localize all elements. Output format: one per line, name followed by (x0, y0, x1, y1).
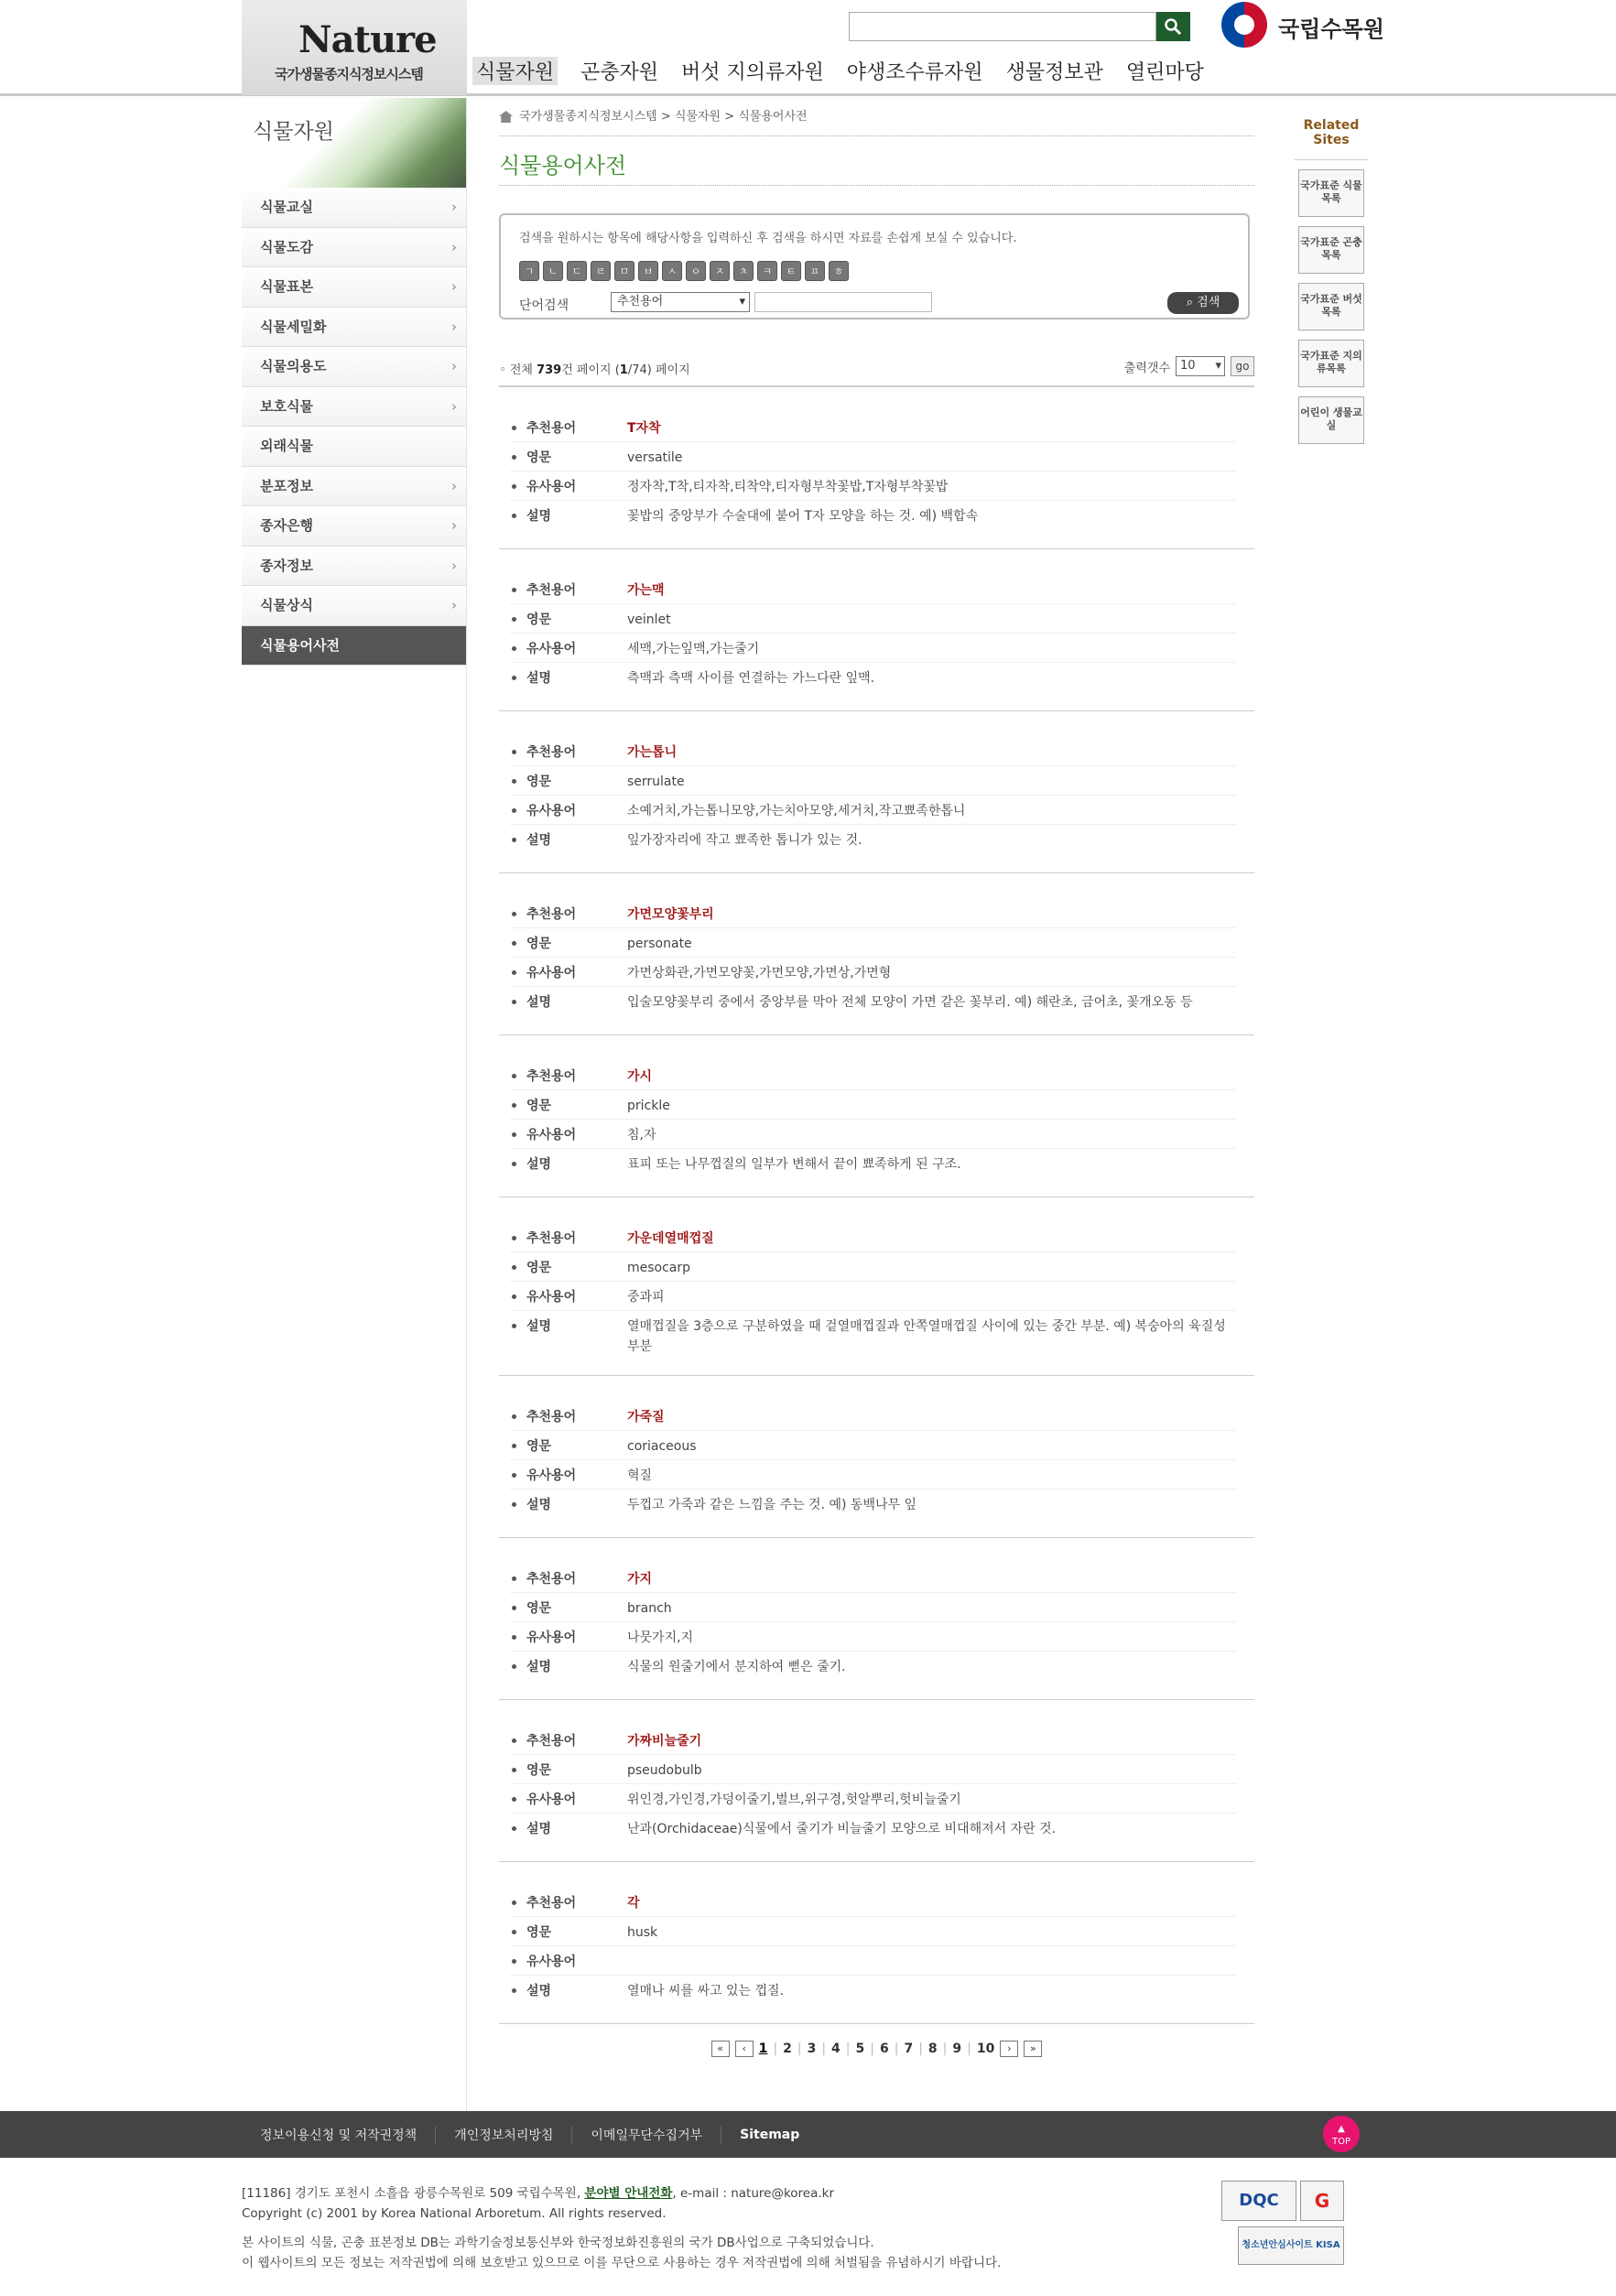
entry-label-term: 추천용어 (510, 1229, 627, 1251)
entry-row-en (510, 1755, 1236, 1784)
page-link[interactable]: 5 (855, 2041, 865, 2056)
sidebar-item-0[interactable] (242, 188, 466, 228)
entry-label-en: 영문 (510, 1760, 627, 1783)
search-panel (499, 213, 1250, 319)
entry-label-en: 영문 (510, 1258, 627, 1281)
breadcrumb (499, 98, 1254, 136)
entry-value-term: 가운데열매껍질 (627, 1231, 714, 1246)
email-text: , e-mail : nature@korea.kr (672, 2186, 835, 2201)
chevron-right-icon: › (451, 557, 457, 574)
entry-value-en: prickle (627, 1099, 670, 1113)
entry-value-term: 가시 (627, 1069, 653, 1084)
logo-text: Nature (298, 18, 437, 61)
entry-label-desc: 설명 (510, 1819, 627, 1843)
entry-label-term: 추천용어 (510, 1569, 627, 1592)
entry-label-desc: 설명 (510, 1316, 627, 1357)
global-nav (472, 57, 1227, 85)
entry-row-syn (510, 1460, 1236, 1489)
page-link[interactable]: 6 (879, 2041, 889, 2056)
entry-row-syn (510, 471, 1236, 501)
next-page-button[interactable]: › (1000, 2041, 1018, 2057)
sidebar-item-label: 식물의용도 (260, 358, 327, 374)
entry-label-term: 추천용어 (510, 1893, 627, 1916)
entry-row-syn (510, 958, 1236, 987)
per-page-control (1124, 356, 1254, 376)
entry-row-term (510, 1223, 1236, 1252)
summary-total: 739 (537, 363, 562, 377)
term-entry (499, 1538, 1254, 1700)
phone-guide-link[interactable]: 분야별 안내전화 (584, 2186, 673, 2201)
entry-value-syn: 혁질 (627, 1468, 653, 1483)
gnb-item-fungi[interactable]: 버섯 지의류자원 (681, 61, 824, 84)
entry-row-desc (510, 1149, 1236, 1178)
entry-label-term: 추천용어 (510, 904, 627, 927)
entry-label-desc: 설명 (510, 1657, 627, 1681)
gnb-item-bioinfo[interactable]: 생물정보관 (1005, 61, 1103, 84)
sidebar-item-8[interactable] (242, 506, 466, 547)
term-entry (499, 873, 1254, 1035)
entry-row-en (510, 442, 1236, 471)
entry-label-en: 영문 (510, 1096, 627, 1119)
related-site-link[interactable]: 국가표준 곤충목록 (1298, 226, 1364, 274)
result-summary (499, 354, 1254, 387)
sidebar-item-label: 외래식물 (260, 438, 313, 454)
entry-value-desc: 난과(Orchidaceae)식물에서 줄기가 비늘줄기 모양으로 비대해져서 자란 것. (627, 1822, 1057, 1836)
chosung-button[interactable]: ㅈ (710, 261, 730, 281)
org-name: 국립수목원 (1278, 16, 1384, 42)
entry-value-term: 가짜비늘줄기 (627, 1734, 702, 1749)
entry-value-en: branch (627, 1601, 672, 1616)
per-page-select[interactable]: 10 ▾ (1176, 356, 1225, 376)
page-link[interactable]: 3 (807, 2041, 817, 2056)
page-separator: | (797, 2041, 802, 2056)
page-link[interactable]: 7 (904, 2041, 914, 2056)
summary-prefix: 전체 (509, 363, 537, 377)
entry-label-syn: 유사용어 (510, 1125, 627, 1148)
scroll-top-button[interactable] (1323, 2116, 1360, 2152)
entry-row-desc (510, 1652, 1236, 1681)
chosung-button[interactable]: ㅍ (805, 261, 825, 281)
footer-link-email[interactable]: 이메일무단수집거부 (572, 2126, 721, 2144)
entry-value-term: 가지 (627, 1572, 653, 1587)
top-search-button[interactable] (1156, 12, 1190, 41)
chosung-button[interactable]: ㅋ (757, 261, 777, 281)
word-search-label: 단어검색 (519, 298, 569, 313)
entry-row-term (510, 413, 1236, 442)
entry-label-syn: 유사용어 (510, 477, 627, 500)
entry-label-syn: 유사용어 (510, 1790, 627, 1813)
page-link[interactable]: 10 (976, 2041, 995, 2056)
entry-label-term: 추천용어 (510, 742, 627, 765)
entry-value-desc: 표피 또는 나무껍질의 일부가 변해서 끝이 뾰족하게 된 구조. (627, 1157, 961, 1172)
entry-label-syn: 유사용어 (510, 1628, 627, 1651)
sidebar-item-label: 분포정보 (260, 477, 313, 494)
entry-value-term: 가는톱니 (627, 745, 678, 760)
copyright-notice: 이 웹사이트의 모든 정보는 저작권법에 의해 보호받고 있으므로 이를 무단으로 사용하는 경우 저작권법에 의해 처벌됨을 유념하시기 바랍니다. (242, 2256, 1002, 2270)
sidebar-item-label: 식물도감 (260, 238, 313, 255)
entry-value-desc: 식물의 원줄기에서 분지하여 뻗은 줄기. (627, 1660, 846, 1674)
chevron-right-icon: › (451, 199, 457, 215)
bullet-icon: ◦ (499, 363, 510, 377)
entry-row-en (510, 766, 1236, 796)
page-separator: | (845, 2041, 851, 2056)
entry-value-term: 가는맥 (627, 583, 665, 598)
term-entry (499, 1862, 1254, 2024)
chevron-right-icon: › (451, 318, 457, 335)
page-separator: | (967, 2041, 971, 2056)
chosung-button[interactable]: ㅇ (686, 261, 706, 281)
entry-value-term: 각 (627, 1896, 640, 1911)
entry-row-en (510, 1431, 1236, 1460)
entry-label-term: 추천용어 (510, 1731, 627, 1754)
page-link[interactable]: 9 (952, 2041, 962, 2056)
sidebar-item-1[interactable] (242, 228, 466, 268)
entry-label-syn: 유사용어 (510, 1287, 627, 1310)
search-field-select[interactable]: 추천용어 ▾ (611, 292, 750, 312)
sidebar-item-label: 종자은행 (260, 517, 313, 534)
search-button-label: 검색 (1197, 296, 1220, 309)
entry-label-desc: 설명 (510, 1981, 627, 2005)
entry-row-en (510, 928, 1236, 958)
entry-label-syn: 유사용어 (510, 1952, 627, 1975)
entry-label-syn: 유사용어 (510, 963, 627, 986)
chosung-button[interactable]: ㄹ (591, 261, 611, 281)
entry-label-en: 영문 (510, 772, 627, 795)
page-link[interactable]: 4 (831, 2041, 841, 2056)
sidebar-item-3[interactable] (242, 308, 466, 348)
entry-value-syn: 정자착,T착,티자착,티착약,티자형부착꽃밥,T자형부착꽃밥 (627, 480, 949, 494)
entry-label-term: 추천용어 (510, 1067, 627, 1089)
page-separator: | (773, 2041, 778, 2056)
chosung-button[interactable]: ㄷ (567, 261, 587, 281)
entry-row-desc (510, 1976, 1236, 2005)
gnb-item-open[interactable]: 열린마당 (1125, 61, 1204, 84)
entry-label-desc: 설명 (510, 992, 627, 1016)
entry-value-desc: 열매나 씨를 싸고 있는 껍질. (627, 1984, 785, 1998)
entry-value-en: versatile (627, 450, 683, 465)
sidebar-item-label: 보호식물 (260, 397, 313, 415)
entry-label-desc: 설명 (510, 1154, 627, 1178)
entry-row-term (510, 1726, 1236, 1755)
entry-row-term (510, 1564, 1236, 1593)
header (0, 0, 1616, 96)
chevron-right-icon: › (451, 238, 457, 255)
pagination (499, 2041, 1254, 2057)
footer-link-copyright[interactable]: 정보이용신청 및 저작권정책 (242, 2126, 436, 2144)
last-page-button[interactable]: » (1024, 2041, 1042, 2057)
entry-row-term (510, 737, 1236, 766)
term-entry (499, 1700, 1254, 1862)
chevron-right-icon: › (451, 397, 457, 415)
top-label: TOP (1331, 2137, 1350, 2147)
summary-page: 1 (619, 363, 628, 377)
side-nav (242, 98, 467, 2112)
chosung-button[interactable]: ㅎ (829, 261, 849, 281)
entry-row-desc (510, 1814, 1236, 1843)
term-entry (499, 1376, 1254, 1538)
entry-value-syn: 소예거치,가는톱니모양,가는치아모양,세거치,작고뾰족한톱니 (627, 804, 966, 818)
page-separator: | (942, 2041, 948, 2056)
entry-label-term: 추천용어 (510, 1407, 627, 1430)
taegeuk-emblem-icon (1221, 2, 1267, 48)
entry-label-syn: 유사용어 (510, 1466, 627, 1489)
entry-value-desc: 입술모양꽃부리 중에서 중앙부를 막아 전체 모양이 가면 같은 꽃부리. 예) 해란초, 금어초, 꽃개오동 등 (627, 995, 1193, 1010)
side-nav-title: 식물자원 (253, 120, 334, 144)
copyright-text: Copyright (c) 2001 by Korea National Arboretum. All rights reserved. (242, 2206, 667, 2221)
entry-value-en: mesocarp (627, 1261, 691, 1275)
search-description: 검색을 원하시는 항목에 해당사항을 입력하신 후 검색을 하시면 자료를 손쉽게 보실 수 있습니다. (519, 232, 1017, 245)
sidebar-item-label: 식물상식 (260, 597, 313, 613)
summary-mid: 건 페이지 ( (561, 363, 620, 377)
entry-row-term (510, 1061, 1236, 1090)
term-list (499, 387, 1254, 2024)
sidebar-item-2[interactable] (242, 267, 466, 308)
page-separator: | (918, 2041, 923, 2056)
entry-row-syn (510, 796, 1236, 825)
entry-row-en (510, 1252, 1236, 1282)
sidebar-item-11[interactable] (242, 626, 466, 666)
chosung-button[interactable]: ㅂ (638, 261, 658, 281)
page-link[interactable]: 1 (758, 2041, 768, 2056)
summary-pages: /74) 페이지 (627, 363, 690, 377)
entry-row-en (510, 604, 1236, 634)
entry-value-term: 가죽질 (627, 1410, 665, 1424)
entry-row-syn (510, 1622, 1236, 1652)
entry-value-desc: 열매껍질을 3층으로 구분하였을 때 겉열매껍질과 안쪽열매껍질 사이에 있는 중간 부분. 예) 복숭아의 육질성 부분 (627, 1319, 1226, 1354)
entry-value-en: veinlet (627, 612, 671, 627)
go-button[interactable]: go (1231, 356, 1254, 376)
entry-value-syn: 위인경,가인경,가덩이줄기,벌브,위구경,헛알뿌리,헛비늘줄기 (627, 1792, 961, 1807)
entry-row-syn (510, 1784, 1236, 1814)
entry-label-syn: 유사용어 (510, 639, 627, 662)
entry-label-en: 영문 (510, 1598, 627, 1621)
related-site-link[interactable]: 국가표준 지의류목록 (1298, 340, 1364, 387)
entry-row-en (510, 1917, 1236, 1946)
entry-value-en: personate (627, 937, 692, 951)
footer-address (242, 2183, 1001, 2273)
entry-label-syn: 유사용어 (510, 801, 627, 824)
entry-value-syn: 침,자 (627, 1128, 656, 1143)
prev-page-button[interactable]: ‹ (735, 2041, 754, 2057)
footer-link-privacy[interactable]: 개인정보처리방침 (436, 2126, 572, 2144)
entry-label-term: 추천용어 (510, 580, 627, 603)
term-entry (499, 549, 1254, 711)
entry-label-en: 영문 (510, 1436, 627, 1459)
chevron-right-icon: › (451, 278, 457, 295)
entry-value-en: coriaceous (627, 1439, 697, 1454)
home-icon[interactable] (499, 111, 513, 123)
chevron-right-icon: › (451, 597, 457, 613)
main-content (499, 98, 1254, 2057)
footer-bar (0, 2111, 1616, 2158)
footer-links (242, 2111, 818, 2158)
entry-row-desc (510, 501, 1236, 530)
entry-row-desc (510, 987, 1236, 1016)
sidebar-item-label: 식물세밀화 (260, 318, 327, 335)
dqc-badge: DQC (1221, 2181, 1296, 2221)
per-page-label: 출력갯수 (1123, 361, 1170, 375)
entry-label-en: 영문 (510, 1922, 627, 1945)
entry-label-desc: 설명 (510, 506, 627, 530)
entry-row-desc (510, 1311, 1236, 1357)
entry-value-en: pseudobulb (627, 1763, 702, 1778)
chosung-button[interactable]: ㄴ (543, 261, 563, 281)
chevron-right-icon: › (451, 517, 457, 534)
entry-row-syn (510, 1946, 1236, 1976)
page-link[interactable]: 8 (927, 2041, 938, 2056)
entry-value-syn: 세맥,가는잎맥,가는줄기 (627, 642, 760, 656)
search-submit-button[interactable] (1167, 292, 1239, 314)
arrow-up-icon: ▲ (1338, 2124, 1345, 2134)
entry-label-en: 영문 (510, 448, 627, 471)
entry-value-term: 가면모양꽃부리 (627, 907, 714, 922)
sidebar-item-5[interactable] (242, 387, 466, 428)
entry-row-en (510, 1090, 1236, 1120)
entry-value-en: husk (627, 1925, 658, 1940)
page-link[interactable]: 2 (783, 2041, 792, 2056)
gnb-item-plants[interactable]: 식물자원 (472, 57, 558, 85)
term-entry (499, 387, 1254, 549)
sidebar-item-label: 식물교실 (260, 199, 313, 215)
result-count (499, 360, 690, 377)
entry-row-term (510, 1888, 1236, 1917)
chevron-right-icon: › (451, 477, 457, 494)
chosung-button[interactable]: ㅁ (614, 261, 634, 281)
entry-value-desc: 잎가장자리에 작고 뾰족한 톱니가 있는 것. (627, 833, 862, 848)
entry-value-desc: 꽃밥의 중앙부가 수술대에 붙어 T자 모양을 하는 것. 예) 백합속 (627, 509, 979, 524)
entry-row-term (510, 899, 1236, 928)
entry-value-syn (627, 1952, 1236, 1975)
entry-label-en: 영문 (510, 934, 627, 957)
word-search-input[interactable] (754, 292, 932, 312)
related-sites (1295, 98, 1368, 444)
chosung-button[interactable]: ㄱ (519, 261, 539, 281)
entry-row-term (510, 1402, 1236, 1431)
entry-row-syn (510, 634, 1236, 663)
chosung-button[interactable]: ㅊ (733, 261, 754, 281)
side-nav-banner (242, 98, 466, 188)
search-icon: ⌕ (1186, 296, 1198, 309)
site-logo[interactable] (242, 0, 467, 95)
related-site-link[interactable]: 어린이 생물교실 (1298, 396, 1364, 444)
entry-value-syn: 나뭇가지,지 (627, 1630, 694, 1645)
gnb-item-insects[interactable]: 곤충자원 (580, 61, 659, 84)
address-text: [11186] 경기도 포천시 소흘읍 광릉수목원로 509 국립수목원, (242, 2186, 585, 2201)
entry-label-desc: 설명 (510, 830, 627, 854)
gcs-badge: G (1300, 2181, 1344, 2221)
chosung-button[interactable]: ㅅ (662, 261, 682, 281)
top-search-input[interactable] (849, 12, 1156, 41)
db-notice: 본 사이트의 식물, 곤충 표본정보 DB는 과학기술정보통신부와 한국정보화진흥원의 국가 DB사업으로 구축되었습니다. (242, 2236, 874, 2250)
entry-row-syn (510, 1120, 1236, 1149)
sidebar-item-label: 종자정보 (260, 557, 313, 574)
sidebar-item-label: 식물용어사전 (260, 636, 340, 654)
logo-subtitle: 국가생물종지식정보시스템 (275, 66, 423, 82)
entry-row-desc (510, 1489, 1236, 1519)
page-separator: | (894, 2041, 899, 2056)
page-title: 식물용어사전 (499, 147, 1254, 186)
term-entry (499, 711, 1254, 873)
related-site-link[interactable]: 국가표준 식물목록 (1298, 169, 1364, 217)
footer-link-sitemap[interactable]: Sitemap (740, 2127, 800, 2142)
chosung-buttons (519, 261, 849, 281)
page-separator: | (821, 2041, 827, 2056)
entry-value-syn: 중과피 (627, 1290, 665, 1305)
entry-value-en: serrulate (627, 774, 685, 789)
entry-row-en (510, 1593, 1236, 1622)
first-page-button[interactable]: « (711, 2041, 730, 2057)
sidebar-item-10[interactable] (242, 586, 466, 626)
sidebar-item-6[interactable] (242, 427, 466, 467)
entry-row-syn (510, 1282, 1236, 1311)
page-separator: | (870, 2041, 874, 2056)
breadcrumb-text: 국가생물종지식정보시스템 > 식물자원 > 식물용어사전 (519, 110, 808, 124)
entry-value-desc: 두껍고 가죽과 같은 느낌을 주는 것. 예) 동백나무 잎 (627, 1498, 916, 1512)
related-site-link[interactable]: 국가표준 버섯목록 (1298, 283, 1364, 330)
term-entry (499, 1035, 1254, 1197)
entry-label-desc: 설명 (510, 668, 627, 692)
entry-label-term: 추천용어 (510, 418, 627, 441)
sidebar-item-7[interactable] (242, 467, 466, 507)
entry-row-desc (510, 663, 1236, 692)
term-entry (499, 1197, 1254, 1376)
entry-value-term: T자착 (627, 421, 661, 436)
entry-row-desc (510, 825, 1236, 854)
chosung-button[interactable]: ㅌ (781, 261, 801, 281)
entry-label-desc: 설명 (510, 1495, 627, 1519)
related-sites-title: Related Sites (1295, 98, 1368, 160)
search-icon (1164, 17, 1182, 36)
entry-label-en: 영문 (510, 610, 627, 633)
entry-value-desc: 측맥과 측맥 사이를 연결하는 가느다란 잎맥. (627, 671, 875, 686)
gnb-item-wildlife[interactable]: 야생조수류자원 (846, 61, 983, 84)
kisa-badge: 청소년안심사이트 KISA (1238, 2226, 1344, 2265)
entry-row-term (510, 575, 1236, 604)
sidebar-item-9[interactable] (242, 547, 466, 587)
sidebar-item-4[interactable] (242, 347, 466, 387)
entry-value-syn: 가면상화관,가면모양꽃,가면모양,가면상,가면형 (627, 966, 892, 980)
chevron-right-icon: › (451, 358, 457, 374)
sidebar-item-label: 식물표본 (260, 278, 313, 295)
